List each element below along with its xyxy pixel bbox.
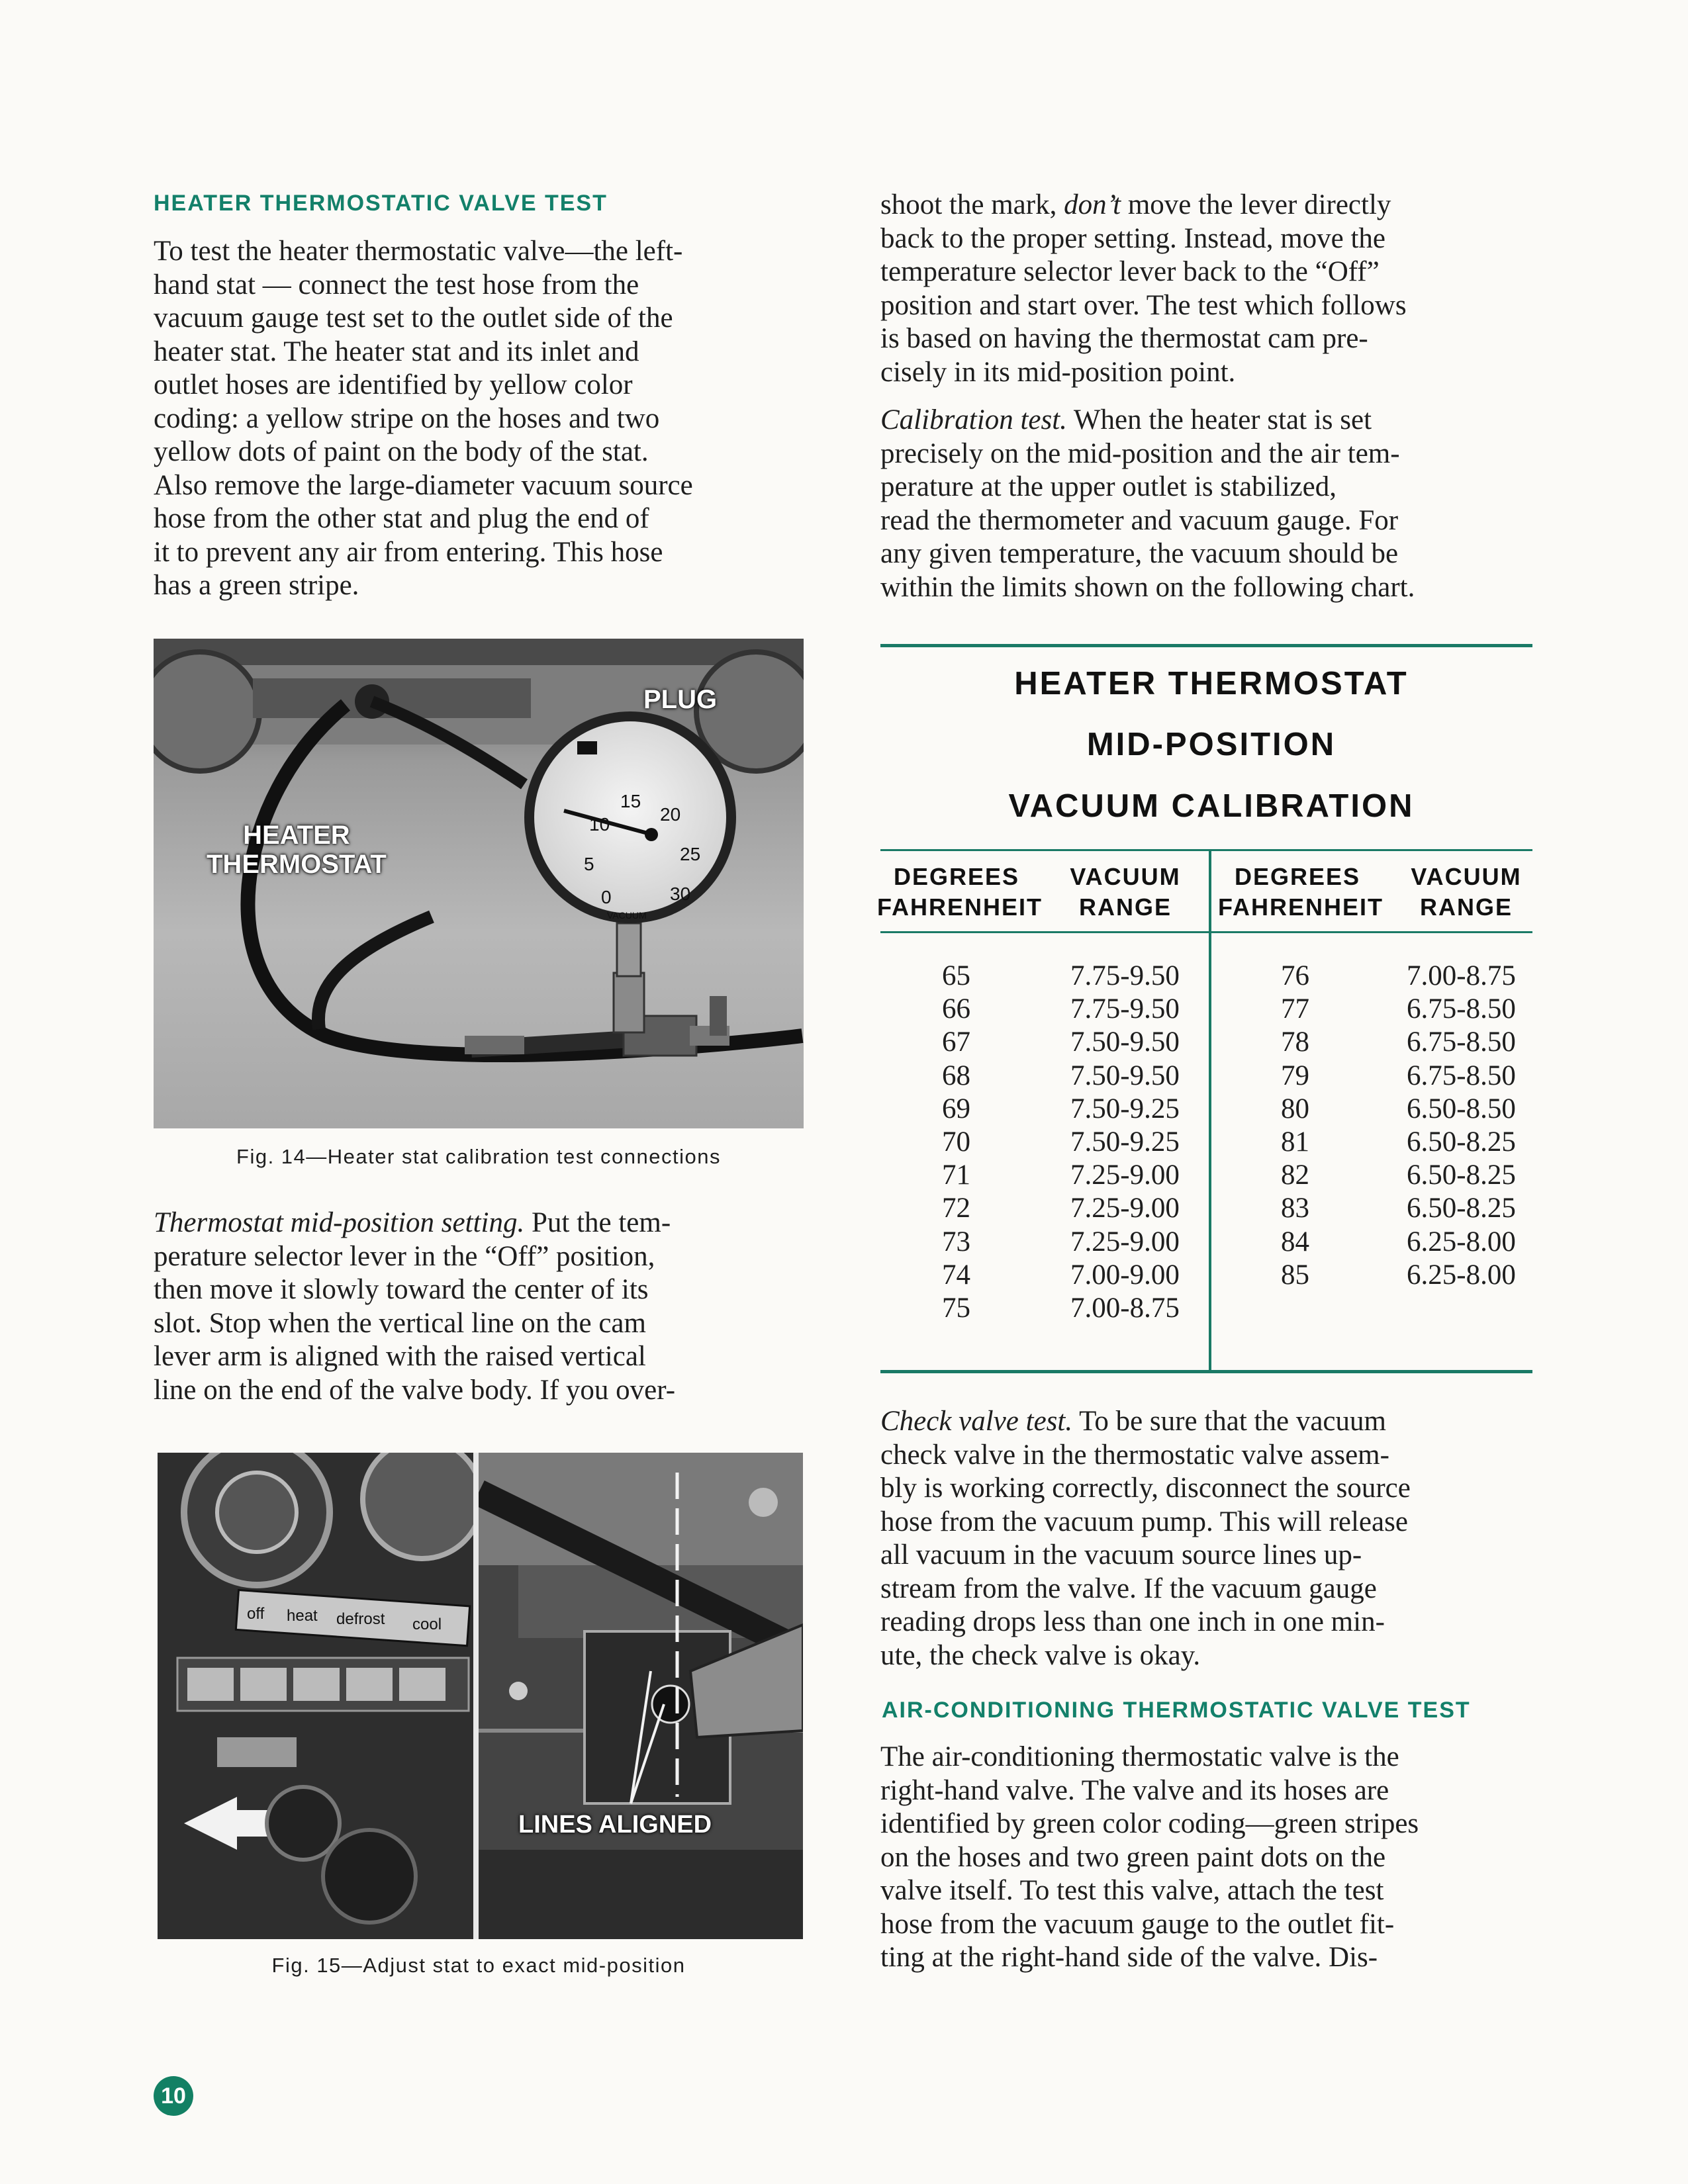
ac-test-heading: AIR-CONDITIONING THERMOSTATIC VALVE TEST <box>882 1698 1471 1723</box>
mid-position-line: lever arm is aligned with the raised vertical <box>154 1341 646 1372</box>
col-head-word: FAHRENHEIT <box>877 893 1043 921</box>
fig14-heater-word: HEATER <box>243 821 350 850</box>
table-cell-degrees: 79 <box>1281 1060 1309 1091</box>
table-cell-degrees: 65 <box>942 960 970 991</box>
heater-test-intro <box>154 235 802 603</box>
calibration-line: precisely on the mid-position and the air tem- <box>880 437 1400 469</box>
table-cell-vacuum: 7.50-9.50 <box>1070 1026 1180 1058</box>
table-cell-degrees: 85 <box>1281 1259 1309 1291</box>
table-cell-degrees: 69 <box>942 1093 970 1124</box>
table-cell-vacuum: 7.50-9.25 <box>1070 1093 1180 1124</box>
col-head-vacuum-left <box>1046 862 1205 923</box>
table-cell-vacuum: 7.25-9.00 <box>1070 1160 1180 1191</box>
table-cell-degrees: 77 <box>1281 993 1309 1025</box>
continued-text: shoot the mark, <box>880 189 1064 220</box>
continued-line: temperature selector lever back to the “Off” <box>880 256 1380 287</box>
table-cell-vacuum: 6.25-8.00 <box>1407 1259 1516 1291</box>
col-head-word: DEGREES <box>1234 863 1361 890</box>
table-center-divider <box>1209 849 1211 1372</box>
table-cell-vacuum: 7.75-9.50 <box>1070 993 1180 1025</box>
heater-test-heading: HEATER THERMOSTATIC VALVE TEST <box>154 191 608 216</box>
gauge-word: VACUUM <box>607 910 647 921</box>
table-cell-vacuum: 7.25-9.00 <box>1070 1193 1180 1224</box>
col-head-word: DEGREES <box>893 863 1020 890</box>
table-cell-degrees: 74 <box>942 1259 970 1291</box>
calibration-text: When the heater stat is set <box>1066 404 1372 435</box>
calibration-paragraph <box>880 404 1532 604</box>
ac-line: right-hand valve. The valve and its hoses are <box>880 1774 1389 1806</box>
ac-line: hose from the vacuum gauge to the outlet fit- <box>880 1908 1395 1940</box>
check-valve-line: bly is working correctly, disconnect the source <box>880 1473 1411 1504</box>
table-cell-vacuum: 6.50-8.25 <box>1407 1193 1516 1224</box>
ac-line: The air-conditioning thermostatic valve is the <box>880 1741 1399 1772</box>
mid-position-line: slot. Stop when the vertical line on the cam <box>154 1307 646 1339</box>
table-cell-degrees: 73 <box>942 1226 970 1257</box>
gauge-tick: 15 <box>620 791 641 811</box>
intro-line: hose from the other stat and plug the end of <box>154 503 649 534</box>
gauge-tick: 25 <box>680 844 701 864</box>
check-valve-line: reading drops less than one inch in one min- <box>880 1606 1385 1637</box>
mid-position-line: then move it slowly toward the center of its <box>154 1274 649 1305</box>
table-cell-degrees: 71 <box>942 1160 970 1191</box>
continued-line: back to the proper setting. Instead, move the <box>880 222 1386 254</box>
table-bottom-rule <box>880 1370 1532 1373</box>
continued-paragraph <box>880 189 1532 389</box>
table-cell-degrees: 70 <box>942 1126 970 1158</box>
check-valve-line: check valve in the thermostatic valve assem- <box>880 1439 1389 1471</box>
continued-text: move the lever directly <box>1121 189 1391 220</box>
intro-line: vacuum gauge test set to the outlet side of the <box>154 302 673 334</box>
check-valve-lead: Check valve test. <box>880 1406 1073 1437</box>
intro-line: hand stat — connect the test hose from the <box>154 269 639 300</box>
gauge-tick: 30 <box>670 884 691 904</box>
intro-line: To test the heater thermostatic valve—the left- <box>154 236 683 267</box>
table-cell-vacuum: 7.50-9.50 <box>1070 1060 1180 1091</box>
col-head-word: FAHRENHEIT <box>1218 893 1384 921</box>
gauge-tick: 5 <box>584 854 594 874</box>
table-cell-degrees: 81 <box>1281 1126 1309 1158</box>
table-cell-degrees: 78 <box>1281 1026 1309 1058</box>
table-cell-vacuum: 7.75-9.50 <box>1070 960 1180 991</box>
calibration-line: within the limits shown on the following chart. <box>880 571 1415 603</box>
col-head-word: RANGE <box>1078 893 1172 921</box>
table-cell-vacuum: 7.00-8.75 <box>1070 1293 1180 1324</box>
table-cell-degrees: 67 <box>942 1026 970 1058</box>
continued-line: position and start over. The test which follows <box>880 289 1407 321</box>
fig15-lines-aligned-label: LINES ALIGNED <box>518 1811 712 1839</box>
continued-line <box>880 189 1532 222</box>
table-cell-vacuum: 7.25-9.00 <box>1070 1226 1180 1257</box>
col-head-degrees-right <box>1218 862 1384 923</box>
table-cell-degrees: 75 <box>942 1293 970 1324</box>
table-cell-degrees: 80 <box>1281 1093 1309 1124</box>
fig15-right-photo <box>479 1453 803 1939</box>
check-valve-line: hose from the vacuum pump. This will release <box>880 1506 1408 1537</box>
table-cell-vacuum: 7.50-9.25 <box>1070 1126 1180 1158</box>
table-cell-vacuum: 6.50-8.25 <box>1407 1126 1516 1158</box>
intro-line: coding: a yellow stripe on the hoses and two <box>154 402 660 434</box>
table-cell-vacuum: 6.75-8.50 <box>1407 993 1516 1025</box>
table-title-line2: MID-POSITION <box>1086 727 1336 762</box>
fig14-plug-label: PLUG <box>643 685 718 714</box>
col-head-degrees-left <box>877 862 1043 923</box>
intro-line: Also remove the large-diameter vacuum source <box>154 469 693 501</box>
table-cell-degrees: 66 <box>942 993 970 1025</box>
check-valve-line: all vacuum in the vacuum source lines up- <box>880 1539 1362 1570</box>
mid-position-line: line on the end of the valve body. If you over- <box>154 1374 676 1406</box>
mid-position-line <box>154 1206 802 1240</box>
control-label-cool: cool <box>412 1615 442 1633</box>
ac-test-paragraph <box>880 1741 1532 1975</box>
control-label-defrost: defrost <box>336 1610 385 1628</box>
table-cell-degrees: 82 <box>1281 1160 1309 1191</box>
table-top-rule <box>880 644 1532 647</box>
fig15-caption: Fig. 15—Adjust stat to exact mid-position <box>271 1954 686 1977</box>
table-cell-vacuum: 6.50-8.50 <box>1407 1093 1516 1124</box>
continued-emphasis: don’t <box>1064 189 1121 220</box>
table-cell-vacuum: 6.50-8.25 <box>1407 1160 1516 1191</box>
continued-line: cisely in its mid-position point. <box>880 356 1236 388</box>
calibration-line: read the thermometer and vacuum gauge. For <box>880 504 1399 536</box>
calibration-line <box>880 404 1532 437</box>
intro-line: it to prevent any air from entering. This hose <box>154 536 663 568</box>
check-valve-paragraph <box>880 1405 1532 1672</box>
mid-position-line: perature selector lever in the “Off” position, <box>154 1240 655 1272</box>
calibration-line: perature at the upper outlet is stabilized, <box>880 471 1336 502</box>
intro-line: outlet hoses are identified by yellow color <box>154 369 633 400</box>
check-valve-text: To be sure that the vacuum <box>1072 1406 1386 1437</box>
table-cell-vacuum: 7.00-9.00 <box>1070 1259 1180 1291</box>
table-cell-vacuum: 6.75-8.50 <box>1407 1060 1516 1091</box>
calibration-lead: Calibration test. <box>880 404 1067 435</box>
table-cell-degrees: 72 <box>942 1193 970 1224</box>
control-label-heat: heat <box>287 1607 318 1625</box>
check-valve-line: ute, the check valve is okay. <box>880 1639 1201 1671</box>
intro-line: heater stat. The heater stat and its inlet and <box>154 336 639 367</box>
col-head-word: VACUUM <box>1070 863 1181 890</box>
mid-position-paragraph <box>154 1206 802 1407</box>
mid-position-lead: Thermostat mid-position setting. <box>154 1207 525 1238</box>
gauge-tick: 10 <box>589 814 610 835</box>
col-head-word: VACUUM <box>1411 863 1522 890</box>
col-head-word: RANGE <box>1419 893 1513 921</box>
ac-line: valve itself. To test this valve, attach the test <box>880 1875 1384 1906</box>
ac-line: on the hoses and two green paint dots on the <box>880 1841 1386 1873</box>
table-cell-vacuum: 6.25-8.00 <box>1407 1226 1516 1257</box>
fig14-thermostat-word: THERMOSTAT <box>207 850 387 879</box>
fig14-heater-label <box>207 821 387 879</box>
table-cell-vacuum: 7.00-8.75 <box>1407 960 1516 991</box>
mid-position-text: Put the tem- <box>531 1207 671 1238</box>
intro-line: has a green stripe. <box>154 570 359 601</box>
table-cell-degrees: 68 <box>942 1060 970 1091</box>
table-cell-vacuum: 6.75-8.50 <box>1407 1026 1516 1058</box>
fig15-left-photo <box>158 1453 473 1939</box>
col-head-vacuum-right <box>1387 862 1546 923</box>
ac-line: identified by green color coding—green stripes <box>880 1808 1419 1839</box>
page-number: 10 <box>154 2076 193 2116</box>
table-title-line3: VACUUM CALIBRATION <box>1008 788 1415 824</box>
table-title-line1: HEATER THERMOSTAT <box>1014 666 1409 702</box>
check-valve-line <box>880 1405 1532 1439</box>
fig15-divider <box>473 1453 479 1939</box>
gauge-tick: 0 <box>601 887 612 907</box>
ac-line: ting at the right-hand side of the valve. Dis- <box>880 1942 1378 1973</box>
table-cell-degrees: 84 <box>1281 1226 1309 1257</box>
check-valve-line: stream from the valve. If the vacuum gauge <box>880 1572 1377 1604</box>
table-header-rule <box>880 849 1532 851</box>
gauge-tick: 20 <box>660 804 681 825</box>
fig14-caption: Fig. 14—Heater stat calibration test connections <box>236 1145 721 1168</box>
fig14-photo <box>154 639 804 1128</box>
calibration-line: any given temperature, the vacuum should be <box>880 538 1399 569</box>
table-cell-degrees: 76 <box>1281 960 1309 991</box>
table-cell-degrees: 83 <box>1281 1193 1309 1224</box>
intro-line: yellow dots of paint on the body of the stat. <box>154 436 649 467</box>
table-subheader-rule <box>880 931 1532 933</box>
control-label-off: off <box>247 1605 265 1623</box>
continued-line: is based on having the thermostat cam pre- <box>880 323 1368 354</box>
